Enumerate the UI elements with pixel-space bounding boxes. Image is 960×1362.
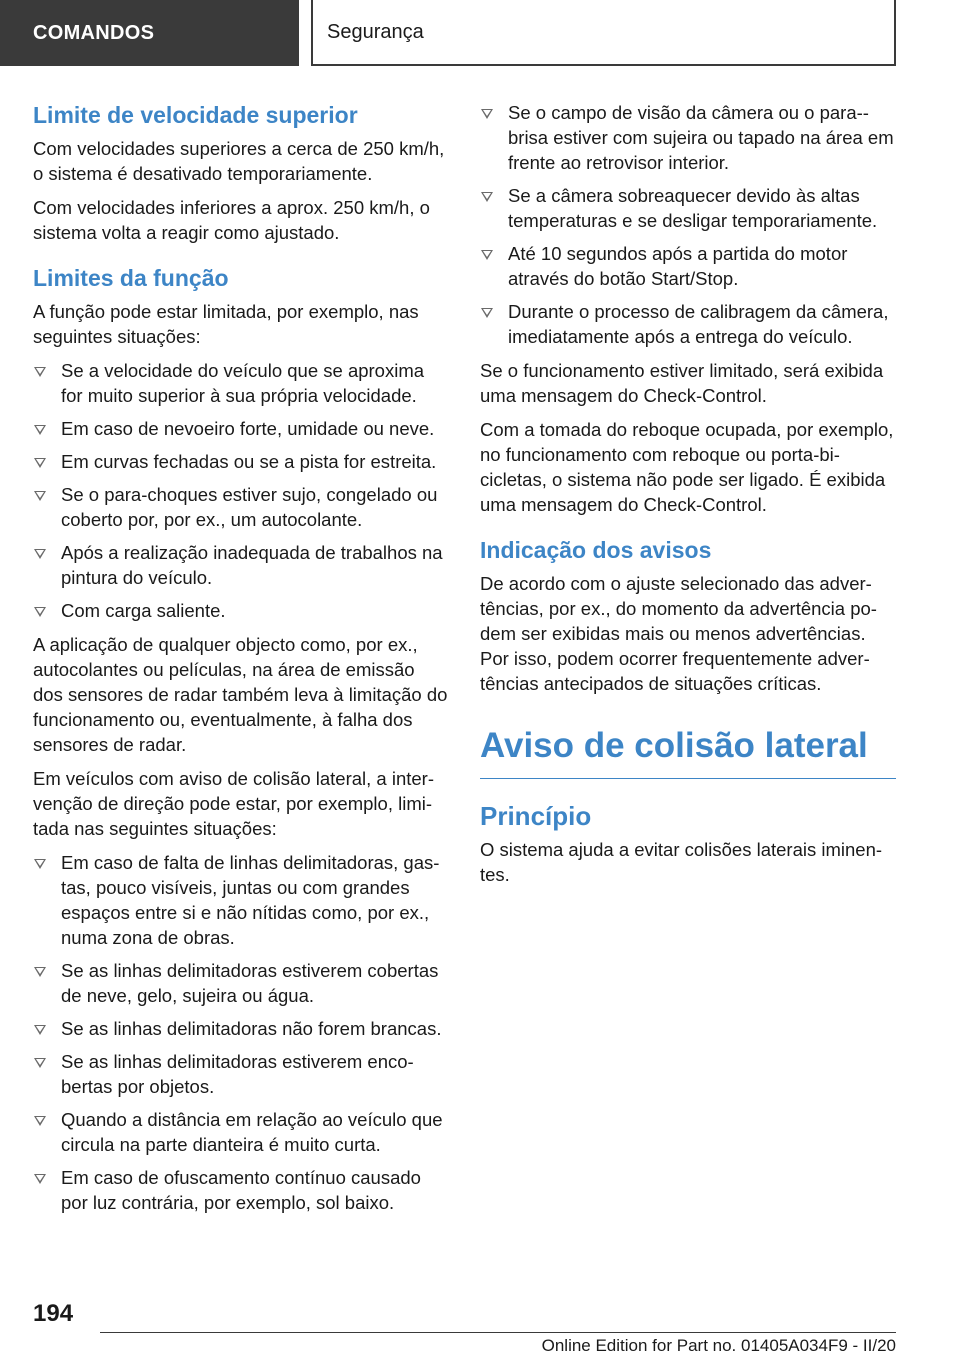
list-item: Se as linhas delimitadoras não forem brancas.: [33, 1016, 449, 1041]
triangle-bullet-icon: [34, 491, 46, 501]
triangle-bullet-icon: [34, 367, 46, 377]
paragraph-lateral-intervention: Em veículos com aviso de colisão lateral, a intervenção de direção pode estar, por exemplo, limitada nas seguintes situações:: [33, 768, 435, 839]
list-lateral-limits: [33, 850, 449, 1215]
triangle-bullet-icon: [34, 1025, 46, 1035]
list-item: Se as linhas delimitadoras estiverem cobertas de neve, gelo, sujeira ou água.: [33, 958, 449, 1008]
footer-divider: [100, 1332, 896, 1333]
list-item: Se a câmera sobreaquecer devido às altas temperaturas e se desligar temporariamente.: [480, 183, 896, 233]
list-item: Até 10 segundos após a partida do motor através do botão Start/Stop.: [480, 241, 896, 291]
header-section-tab: [0, 0, 299, 66]
header-section-label: COMANDOS: [33, 21, 155, 44]
heading-side-collision-warning: Aviso de colisão lateral: [480, 722, 896, 779]
heading-function-limits: Limites da função: [33, 265, 229, 291]
paragraph-check-control: Se o funcionamento estiver limitado, será exibida uma mensagem do Check-Control.: [480, 360, 884, 406]
paragraph-speed-1: Com velocidades superiores a cerca de 250 km/h, o sistema é desativado temporariamente.: [33, 138, 445, 184]
triangle-bullet-icon: [34, 1116, 46, 1126]
page-number: 194: [33, 1300, 74, 1327]
list-item: Em caso de falta de linhas delimitadoras, gastas, pouco visíveis, juntas ou com grandes espaços entre si e não nítidas como, por ex., numa zona de obras.: [33, 850, 449, 950]
heading-principle: Princípio: [480, 801, 592, 831]
triangle-bullet-icon: [34, 967, 46, 977]
triangle-bullet-icon: [481, 308, 493, 318]
list-item: Se o campo de visão da câmera ou o para-brisa estiver com sujeira ou tapado na área em frente ao retrovisor interior.: [480, 100, 896, 175]
triangle-bullet-icon: [481, 109, 493, 119]
heading-speed-limit: Limite de velocidade superior: [33, 102, 358, 128]
paragraph-principle: O sistema ajuda a evitar colisões laterais iminentes.: [480, 839, 883, 885]
list-item: Se a velocidade do veículo que se aproxima for muito superior à sua própria velocidade.: [33, 358, 449, 408]
header-chapter-label: Segurança: [327, 20, 424, 43]
list-item: Em caso de nevoeiro forte, umidade ou neve.: [33, 416, 449, 441]
list-item: Quando a distância em relação ao veículo que circula na parte dianteira é muito curta.: [33, 1107, 449, 1157]
triangle-bullet-icon: [34, 607, 46, 617]
left-column: [33, 100, 449, 1224]
list-item: Após a realização inadequada de trabalhos na pintura do veículo.: [33, 540, 449, 590]
footer-edition: Online Edition for Part no. 01405A034F9 - II/20: [541, 1336, 896, 1355]
triangle-bullet-icon: [34, 549, 46, 559]
triangle-bullet-icon: [34, 425, 46, 435]
triangle-bullet-icon: [481, 250, 493, 260]
list-item: Com carga saliente.: [33, 598, 449, 623]
heading-warnings: Indicação dos avisos: [480, 537, 712, 563]
list-item: Se as linhas delimitadoras estiverem encobertas por objetos.: [33, 1049, 449, 1099]
paragraph-objects: A aplicação de qualquer objecto como, por ex., autocolantes ou películas, na área de emissão dos sensores de radar também leva à limitação do funcionamento ou, eventualmente, à falha dos sensores de radar.: [33, 634, 448, 755]
triangle-bullet-icon: [34, 458, 46, 468]
list-item: Durante o processo de calibragem da câmera, imediatamente após a entrega do veículo.: [480, 299, 896, 349]
paragraph-limits-intro: A função pode estar limitada, por exemplo, nas seguintes situações:: [33, 301, 419, 347]
paragraph-tow-socket: Com a tomada do reboque ocupada, por exemplo, no funcionamento com reboque ou porta-bicicletas, o sistema não pode ser ligado. É exibida uma mensagem do Check-Control.: [480, 419, 894, 515]
list-item: Em caso de ofuscamento contínuo causado por luz contrária, por exemplo, sol baixo.: [33, 1165, 449, 1215]
list-function-limits: [33, 358, 449, 623]
right-column: [480, 100, 896, 896]
list-item: Se o para-choques estiver sujo, congelado ou coberto por, por ex., um autocolante.: [33, 482, 449, 532]
triangle-bullet-icon: [481, 192, 493, 202]
triangle-bullet-icon: [34, 859, 46, 869]
paragraph-speed-2: Com velocidades inferiores a aprox. 250 km/h, o sistema volta a reagir como ajustado.: [33, 197, 430, 243]
list-camera-limits: [480, 100, 896, 349]
triangle-bullet-icon: [34, 1058, 46, 1068]
paragraph-warnings: De acordo com o ajuste selecionado das advertências, por ex., do momento da advertência podem ser exibidas mais ou menos advertências. Por isso, podem ocorrer frequentemente advertências antecipados de situações críticas.: [480, 573, 877, 694]
list-item: Em curvas fechadas ou se a pista for estreita.: [33, 449, 449, 474]
header-chapter-tab: [311, 0, 896, 66]
triangle-bullet-icon: [34, 1174, 46, 1184]
